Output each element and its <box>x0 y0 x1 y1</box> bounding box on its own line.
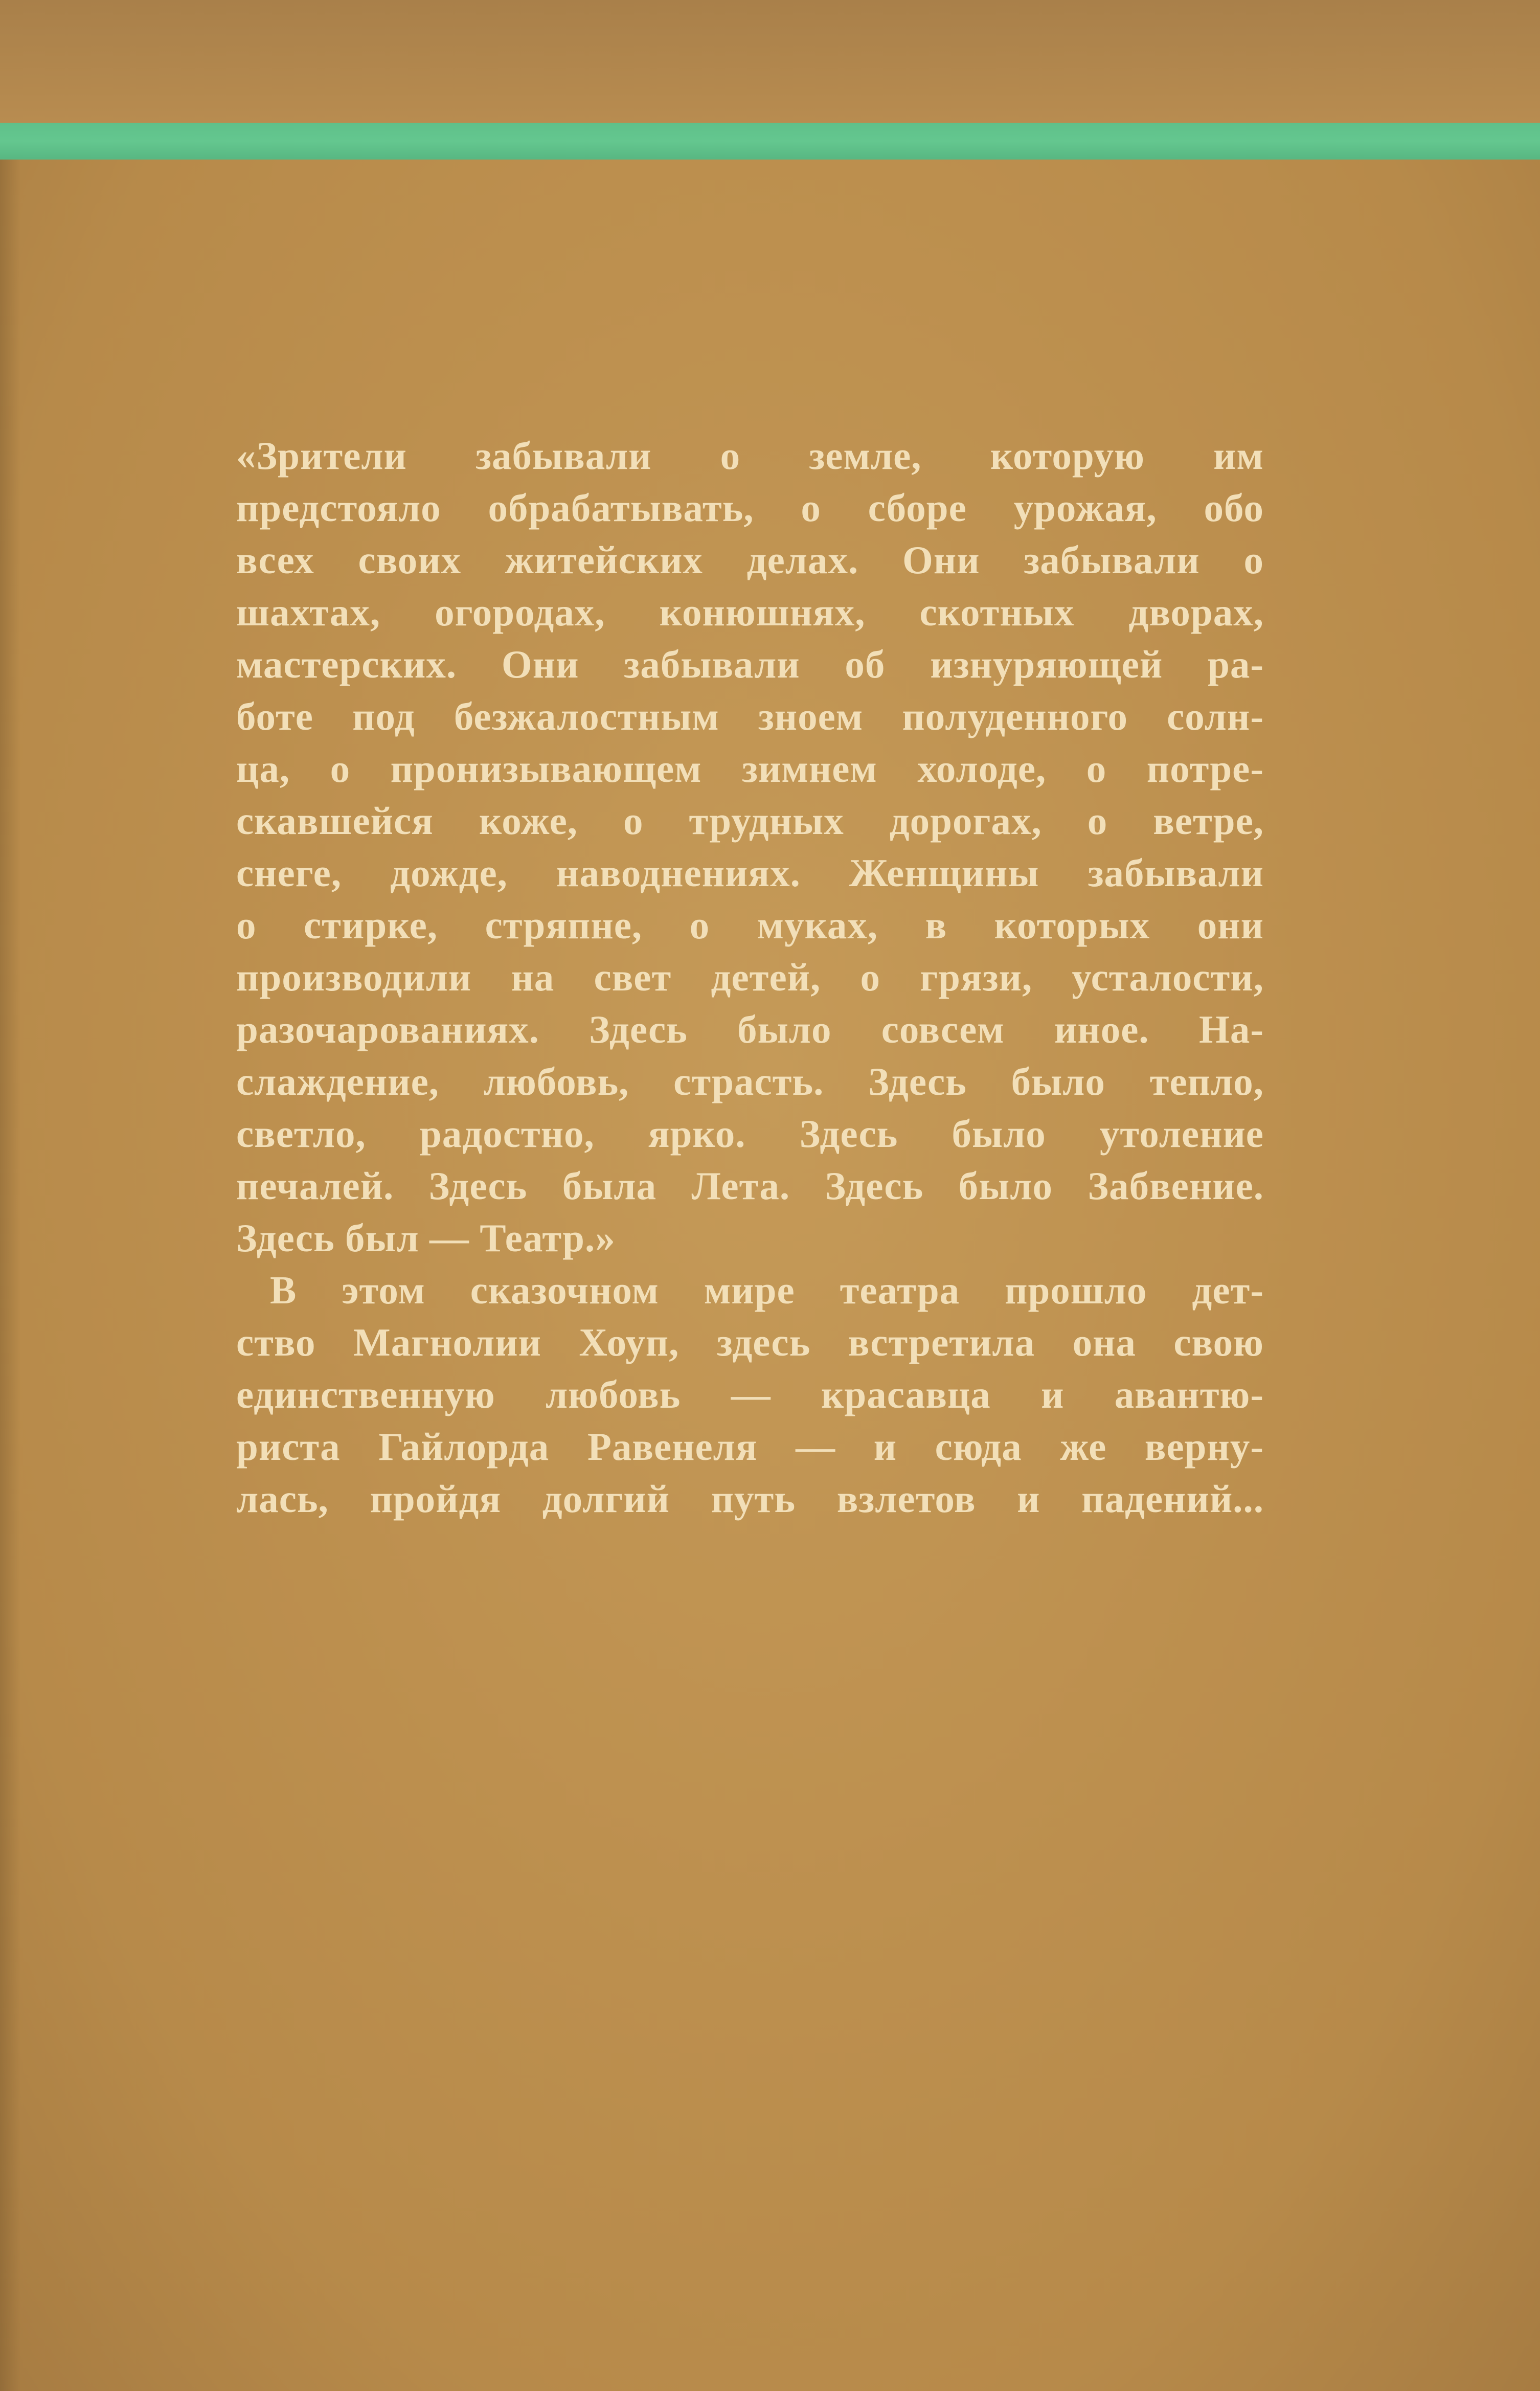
summary-line: единственную любовь — красавца и авантю- <box>236 1372 1264 1416</box>
quote-line: производили на свет детей, о грязи, усталости, <box>236 955 1264 999</box>
summary-line: В этом сказочном мире театра прошло дет- <box>270 1268 1264 1312</box>
quote-line: предстояло обрабатывать, о сборе урожая, обо <box>236 486 1264 530</box>
quote-paragraph <box>236 430 1264 1264</box>
quote-line: Здесь был — Театр.» <box>236 1216 616 1260</box>
quote-line: светло, радостно, ярко. Здесь было утоление <box>236 1112 1264 1156</box>
quote-line: печалей. Здесь была Лета. Здесь было Забвение. <box>236 1164 1264 1208</box>
quote-line: разочарованиях. Здесь было совсем иное. На- <box>236 1007 1264 1051</box>
quote-line: слаждение, любовь, страсть. Здесь было тепло, <box>236 1059 1264 1103</box>
quote-line: ца, о пронизывающем зимнем холоде, о потре- <box>236 747 1264 791</box>
spine-shadow <box>0 160 20 2391</box>
summary-line: ство Магнолии Хоуп, здесь встретила она свою <box>236 1320 1264 1364</box>
blurb-text <box>236 430 1264 1525</box>
summary-line: риста Гайлорда Равенеля — и сюда же верну- <box>236 1425 1264 1469</box>
summary-paragraph <box>236 1264 1264 1525</box>
quote-line: боте под безжалостным зноем полуденного солн- <box>236 694 1264 738</box>
quote-line: мастерских. Они забывали об изнуряющей ра- <box>236 642 1264 686</box>
green-stripe <box>0 123 1540 160</box>
quote-line: «Зрители забывали о земле, которую им <box>236 434 1264 478</box>
summary-line: лась, пройдя долгий путь взлетов и падений... <box>236 1477 1264 1521</box>
quote-line: скавшейся коже, о трудных дорогах, о ветре, <box>236 799 1264 843</box>
cover-top-band <box>0 0 1540 123</box>
quote-line: шахтах, огородах, конюшнях, скотных дворах, <box>236 590 1264 634</box>
quote-line: всех своих житейских делах. Они забывали о <box>236 538 1264 582</box>
quote-line: снеге, дожде, наводнениях. Женщины забывали <box>236 851 1264 895</box>
quote-line: о стирке, стряпне, о муках, в которых они <box>236 903 1264 947</box>
